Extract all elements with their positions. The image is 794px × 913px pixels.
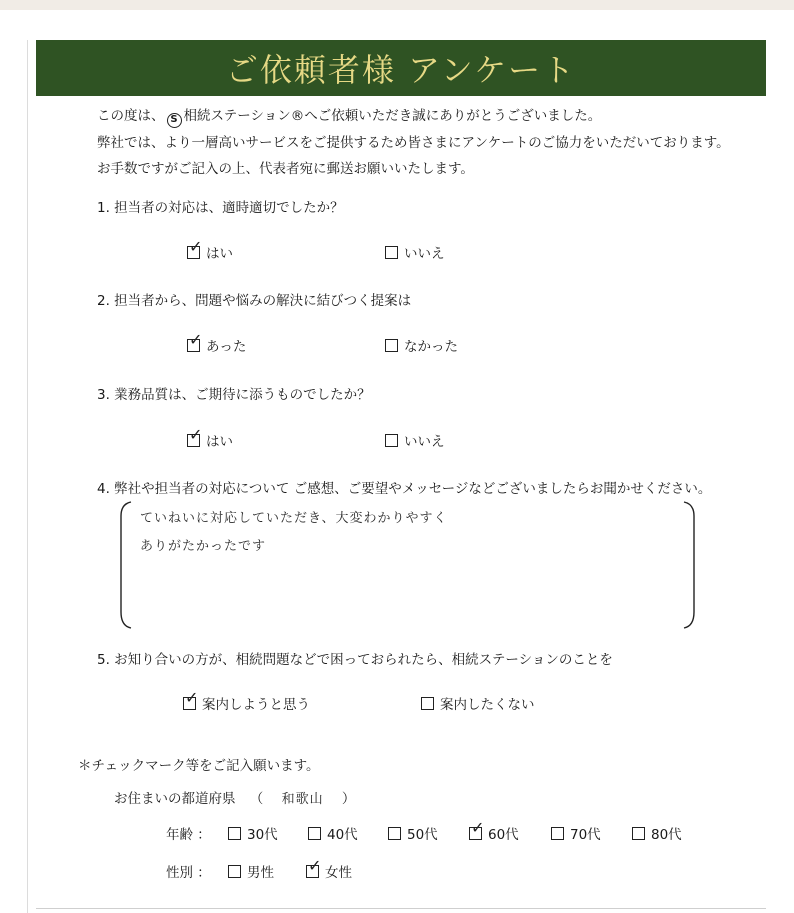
checkbox[interactable]: [385, 246, 398, 259]
intro-line-1-start: この度は、: [97, 108, 165, 124]
question-3: 3. 業務品質は、ご期待に添うものでしたか？: [97, 387, 371, 403]
option-label: 男性: [247, 865, 274, 881]
prefecture-open-paren: （: [249, 791, 264, 807]
option-label: あった: [206, 339, 247, 355]
prefecture-row: [114, 787, 355, 807]
checkbox[interactable]: [388, 827, 401, 840]
age-option-50s[interactable]: [388, 823, 438, 843]
checkbox-checked[interactable]: [306, 856, 322, 878]
option-label: いいえ: [404, 434, 445, 450]
option-label: なかった: [404, 339, 458, 355]
survey-title-banner: [36, 40, 766, 96]
checkbox[interactable]: [421, 697, 434, 710]
question-4: 4. 弊社や担当者の対応について ご感想、ご要望やメッセージなどございましたらお聞かせください。: [97, 481, 712, 497]
age-option-30s[interactable]: [228, 823, 278, 843]
option-label: はい: [206, 246, 233, 262]
q3-option-no[interactable]: [385, 430, 445, 450]
option-label: 女性: [325, 865, 352, 881]
gender-label: 性別 ：: [166, 865, 211, 881]
check-mark-icon: ✓: [308, 856, 322, 875]
checkbox-checked[interactable]: [183, 688, 199, 710]
age-option-80s[interactable]: [632, 823, 682, 843]
q1-option-yes[interactable]: [187, 237, 233, 262]
checkbox[interactable]: [308, 827, 321, 840]
checkbox[interactable]: [228, 827, 241, 840]
answer-box-right-bracket: [680, 500, 702, 630]
check-mark-icon: ✓: [185, 688, 199, 707]
prefecture-label: お住まいの都道府県: [114, 791, 236, 807]
check-mark-icon: ✓: [189, 330, 203, 349]
checkbox[interactable]: [632, 827, 645, 840]
q2-option-no[interactable]: [385, 335, 458, 355]
checkbox-checked[interactable]: [187, 330, 203, 352]
age-option-40s[interactable]: [308, 823, 358, 843]
option-label: はい: [206, 434, 233, 450]
q2-option-yes[interactable]: [187, 330, 247, 355]
option-label: 案内したくない: [440, 697, 535, 713]
checkbox[interactable]: [228, 865, 241, 878]
gender-option-female[interactable]: [306, 856, 352, 881]
answer-box-left-bracket: [115, 500, 137, 630]
option-label: 30代: [247, 827, 278, 843]
checkbox[interactable]: [551, 827, 564, 840]
scan-top-edge: [0, 0, 794, 10]
handwritten-answer-line-1: ていねいに対応していただき、大変わかりやすく: [140, 511, 448, 526]
checkbox-checked[interactable]: [469, 818, 485, 840]
survey-title: ご依頼者様 アンケート: [225, 51, 577, 89]
gender-option-male[interactable]: [228, 861, 274, 881]
scan-left-edge: [27, 40, 28, 913]
checkbox[interactable]: [385, 339, 398, 352]
age-label: 年齢 ：: [166, 827, 211, 843]
option-label: 80代: [651, 827, 682, 843]
option-label: 40代: [327, 827, 358, 843]
intro-line-1-rest: 相続ステーション®へご依頼いただき誠にありがとうございました。: [183, 108, 602, 124]
intro-line-3: お手数ですがご記入の上、代表者宛に郵送お願いいたします。: [97, 161, 474, 177]
age-option-70s[interactable]: [551, 823, 601, 843]
option-label: 50代: [407, 827, 438, 843]
checkbox[interactable]: [385, 434, 398, 447]
question-2: 2. 担当者から、問題や悩みの解決に結びつく提案は: [97, 293, 412, 309]
checkbox-checked[interactable]: [187, 237, 203, 259]
q5-option-yes[interactable]: [183, 688, 310, 713]
checkbox-checked[interactable]: [187, 425, 203, 447]
q3-option-yes[interactable]: [187, 425, 233, 450]
page-bottom-rule: [36, 908, 766, 909]
option-label: いいえ: [404, 246, 445, 262]
check-mark-icon: ✓: [471, 818, 485, 837]
intro-line-2: 弊社では、より一層高いサービスをご提供するため皆さまにアンケートのご協力をいただいております。: [97, 135, 730, 151]
prefecture-close-paren: ）: [341, 791, 356, 807]
intro-line-1: [97, 104, 601, 128]
check-mark-icon: ✓: [189, 425, 203, 444]
checkmark-note: ＊チェックマーク等をご記入願います。: [78, 758, 320, 774]
age-option-60s[interactable]: [469, 818, 519, 843]
prefecture-handwritten-value: 和歌山: [281, 792, 324, 807]
option-label: 70代: [570, 827, 601, 843]
question-1: 1. 担当者の対応は、適時適切でしたか？: [97, 200, 344, 216]
q5-option-no[interactable]: [421, 693, 535, 713]
q1-option-no[interactable]: [385, 242, 445, 262]
question-5: 5. お知り合いの方が、相続問題などで困っておられたら、相続ステーションのことを: [97, 652, 613, 668]
option-label: 案内しようと思う: [202, 697, 310, 713]
handwritten-answer-line-2: ありがたかったです: [140, 539, 267, 554]
check-mark-icon: ✓: [189, 237, 203, 256]
option-label: 60代: [488, 827, 519, 843]
logo-icon: S: [167, 113, 182, 128]
